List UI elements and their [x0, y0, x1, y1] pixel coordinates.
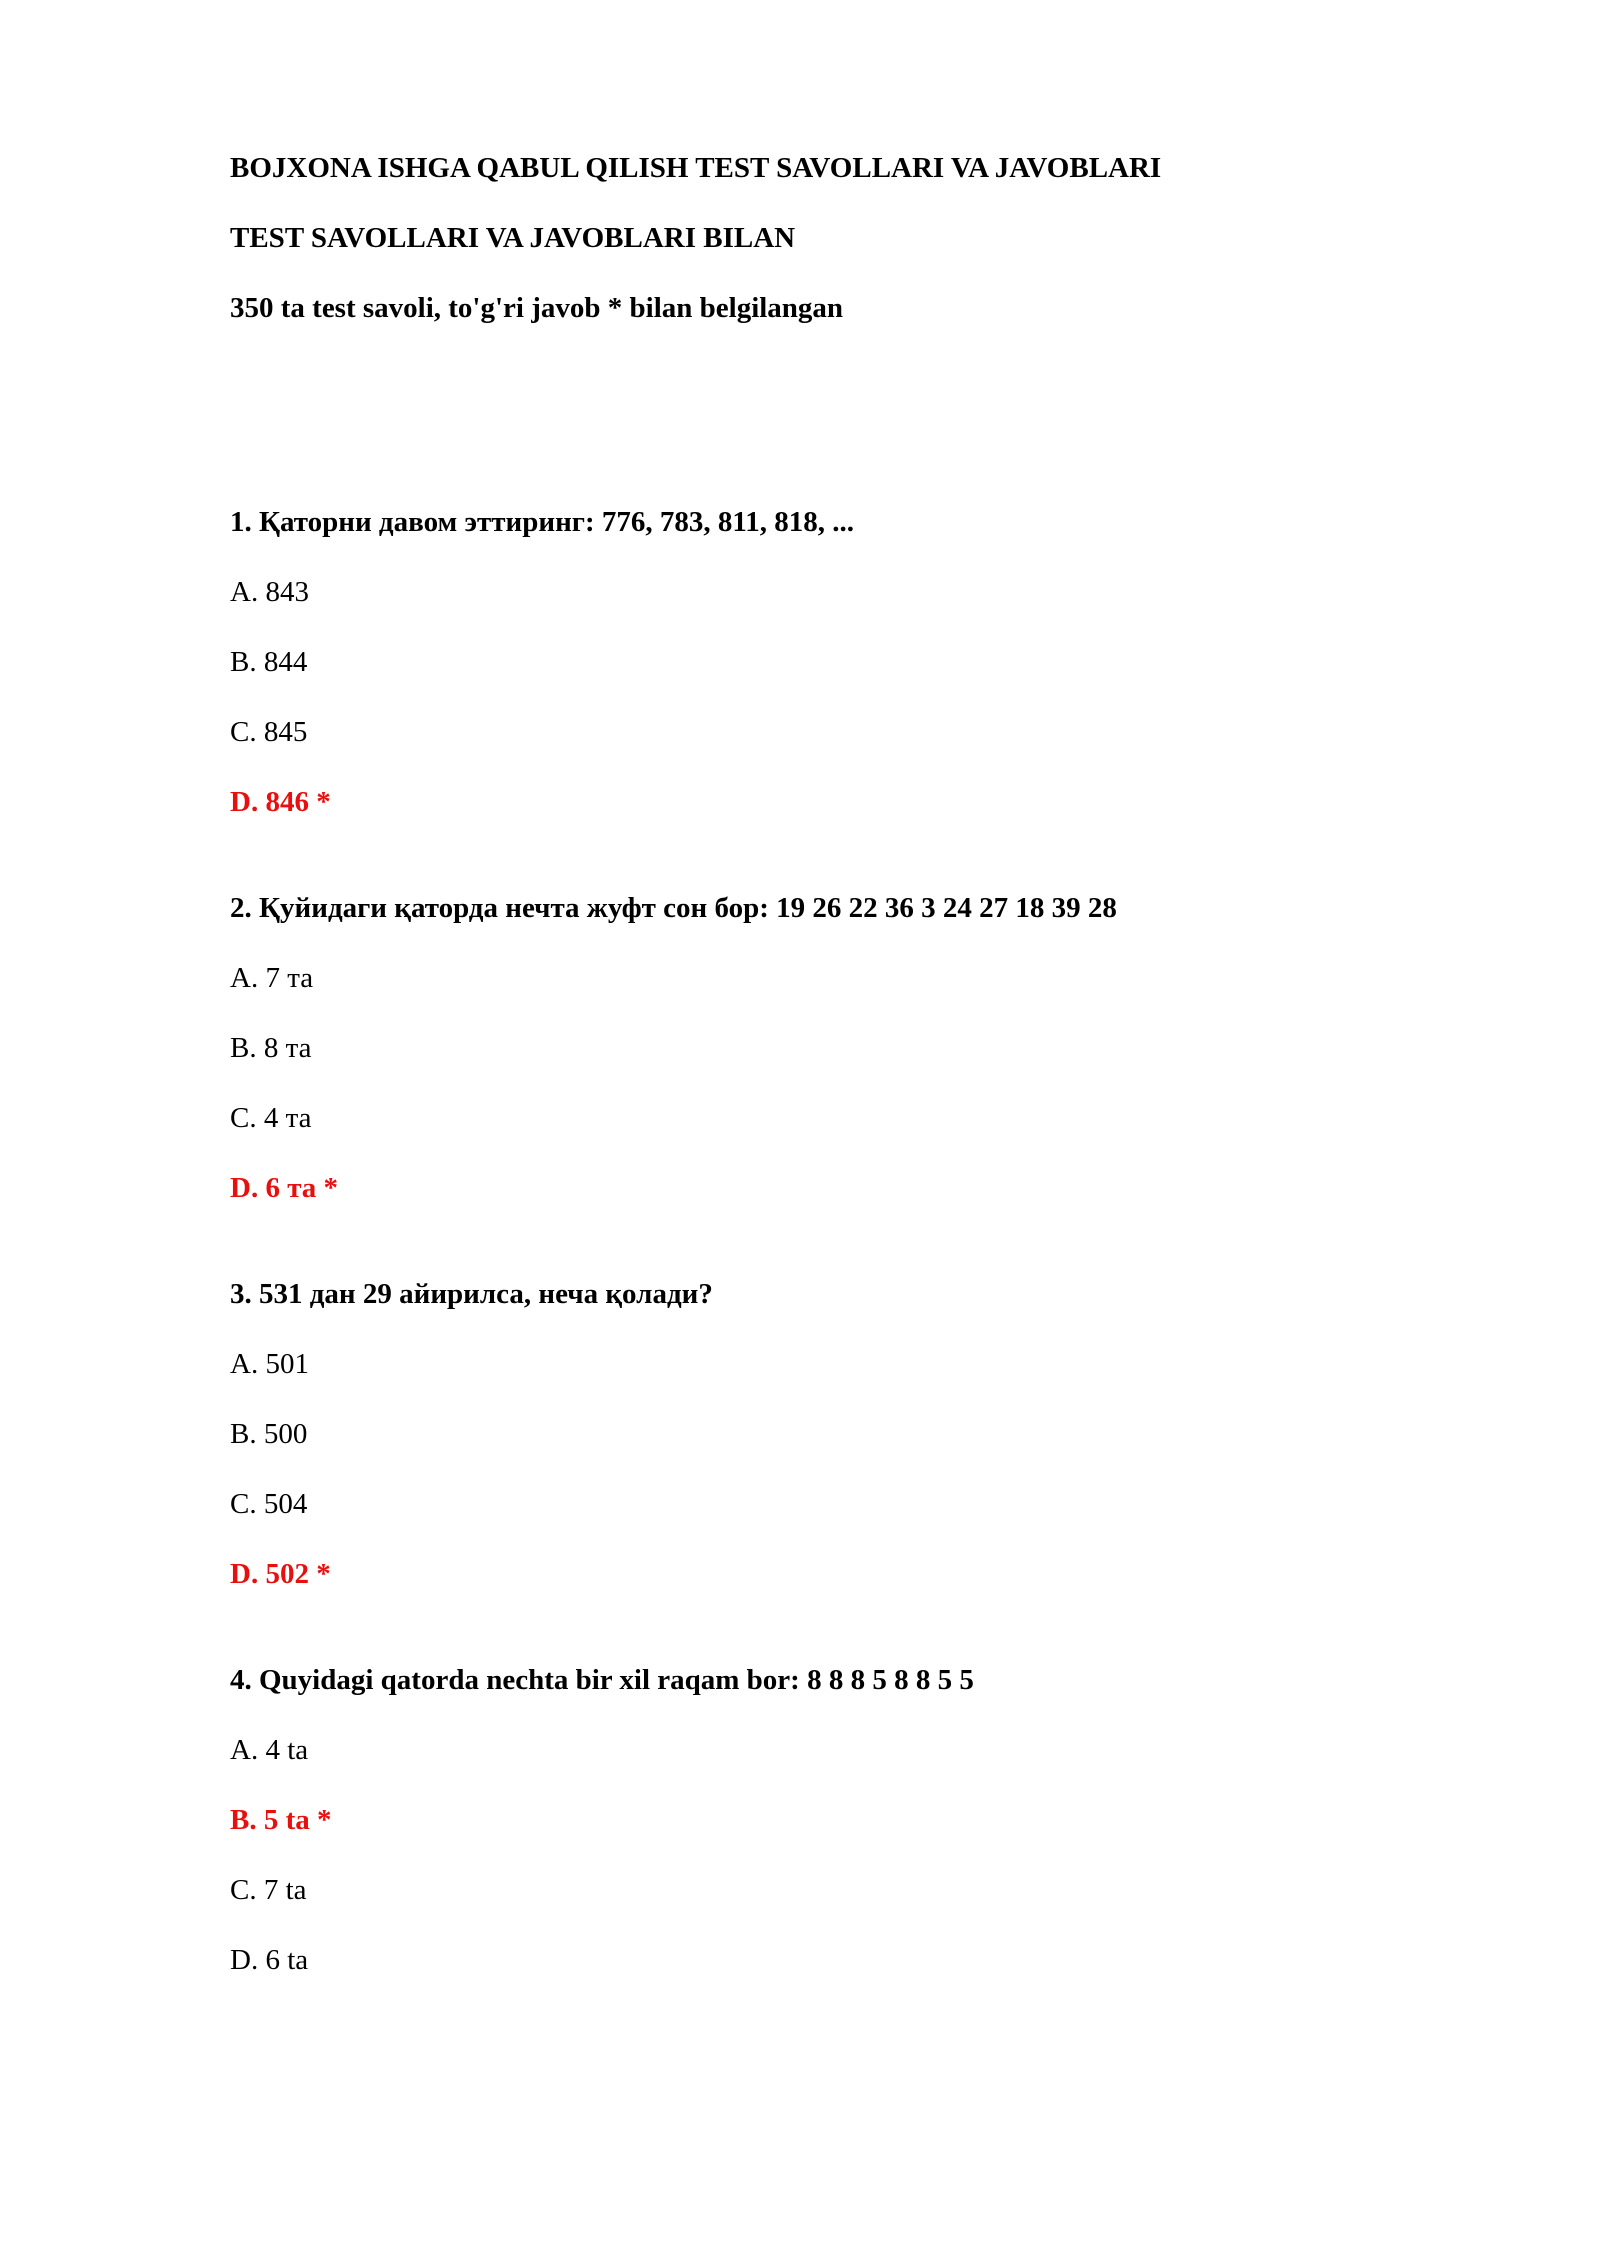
- option-d-correct: D. 6 та *: [230, 1172, 339, 1204]
- option-c: C. 7 ta: [230, 1874, 307, 1906]
- question-1: [230, 504, 1380, 820]
- question-list: [230, 504, 1380, 2048]
- option-b: B. 8 та: [230, 1032, 312, 1064]
- option-a: A. 4 ta: [230, 1734, 309, 1766]
- option-b: B. 500: [230, 1418, 308, 1450]
- question-4: [230, 1662, 1380, 1978]
- question-text: 3. 531 дан 29 айирилса, неча қолади?: [230, 1278, 713, 1310]
- option-b: B. 844: [230, 646, 308, 678]
- document-title: BOJXONA ISHGA QABUL QILISH TEST SAVOLLARI VA JAVOBLARI: [230, 152, 1162, 184]
- option-b-correct: B. 5 ta *: [230, 1804, 332, 1836]
- question-2: [230, 890, 1380, 1206]
- option-a: A. 7 та: [230, 962, 314, 994]
- option-d: D. 6 ta: [230, 1944, 309, 1976]
- question-text: 4. Quyidagi qatorda nechta bir xil raqam bor: 8 8 8 5 8 8 5 5: [230, 1664, 974, 1696]
- document-subtitle: TEST SAVOLLARI VA JAVOBLARI BILAN: [230, 222, 796, 254]
- option-c: C. 504: [230, 1488, 308, 1520]
- question-text: 1. Қаторни давом эттиринг: 776, 783, 811, 818, ...: [230, 506, 855, 538]
- option-c: C. 845: [230, 716, 308, 748]
- question-text: 2. Қуйидаги қаторда нечта жуфт сон бор: 19 26 22 36 3 24 27 18 39 28: [230, 892, 1117, 924]
- option-d-correct: D. 846 *: [230, 786, 331, 818]
- option-d-correct: D. 502 *: [230, 1558, 331, 1590]
- option-c: C. 4 та: [230, 1102, 312, 1134]
- option-a: A. 843: [230, 576, 309, 608]
- document-header: [230, 150, 1380, 360]
- question-3: [230, 1276, 1380, 1592]
- option-a: A. 501: [230, 1348, 309, 1380]
- document-note: 350 ta test savoli, to'g'ri javob * bilan belgilangan: [230, 292, 844, 324]
